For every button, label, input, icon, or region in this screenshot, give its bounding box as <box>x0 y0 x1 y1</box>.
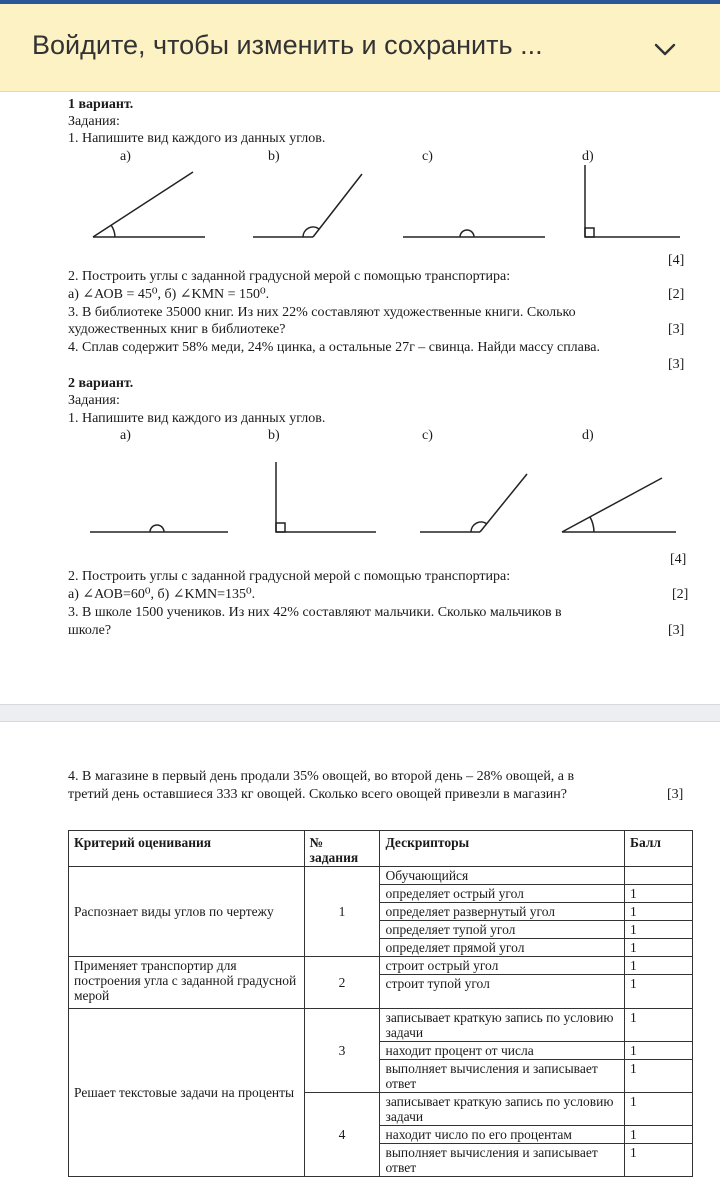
angle-label-d: d) <box>582 428 594 443</box>
variant2-q3-line2: школе? <box>68 623 112 638</box>
variant1-angle-figures <box>0 162 720 242</box>
descriptor-cell: определяет прямой угол <box>380 939 625 957</box>
table-header-row <box>69 831 693 867</box>
document-page-2 <box>0 722 720 1199</box>
variant1-q1-score: [4] <box>668 253 685 268</box>
variant2-q4-score: [3] <box>667 787 684 802</box>
variant1-q1: 1. Напишите вид каждого из данных углов. <box>68 131 326 146</box>
right-angle-figure <box>585 165 680 237</box>
variant2-q2-score: [2] <box>672 587 689 602</box>
variant1-title: 1 вариант. <box>68 97 134 112</box>
variant1-q4: 4. Сплав содержит 58% меди, 24% цинка, а остальные 27г – свинца. Найди массу сплава. <box>68 340 601 355</box>
header-criterion: Критерий оценивания <box>69 831 305 867</box>
variant1-q2-score: [2] <box>668 287 685 302</box>
descriptor-cell: определяет острый угол <box>380 885 625 903</box>
header-descriptors: Дескрипторы <box>380 831 625 867</box>
points-cell: 1 <box>625 975 693 1009</box>
variant1-q2: 2. Построить углы с заданной градусной мерой с помощью транспортира: <box>68 269 511 284</box>
variant2-q3-line1: 3. В школе 1500 учеников. Из них 42% составляют мальчики. Сколько мальчиков в <box>68 605 562 620</box>
angle-label-a: a) <box>120 428 131 443</box>
points-cell: 1 <box>625 1042 693 1060</box>
variant2-q4-line1: 4. В магазине в первый день продали 35% овощей, во второй день – 28% овощей, а в <box>68 769 575 784</box>
points-cell: 1 <box>625 1009 693 1042</box>
points-cell: 1 <box>625 939 693 957</box>
header-task-number: № задания <box>304 831 380 867</box>
header-points: Балл <box>625 831 693 867</box>
points-cell: 1 <box>625 1144 693 1177</box>
criterion-cell: Применяет транспортир для построения угла с заданной градусной мерой <box>69 957 305 1009</box>
acute-angle-figure <box>93 172 205 237</box>
student-label-cell: Обучающийся <box>380 867 625 885</box>
angle-label-c: c) <box>422 149 433 164</box>
criterion-cell: Решает текстовые задачи на проценты <box>69 1009 305 1177</box>
variant2-q1-score: [4] <box>670 552 687 567</box>
descriptor-cell: строит тупой угол <box>380 975 625 1009</box>
angle-label-b: b) <box>268 428 280 443</box>
criterion-cell: Распознает виды углов по чертежу <box>69 867 305 957</box>
descriptor-cell: выполняет вычисления и записывает ответ <box>380 1060 625 1093</box>
descriptor-cell: определяет развернутый угол <box>380 903 625 921</box>
points-cell: 1 <box>625 903 693 921</box>
variant1-q4-score: [3] <box>668 357 685 372</box>
angle-label-d: d) <box>582 149 594 164</box>
task-number-cell: 1 <box>304 867 380 957</box>
document-page-1 <box>0 92 720 704</box>
descriptor-cell: записывает краткую запись по условию задачи <box>380 1009 625 1042</box>
variant2-q2-sub: а) ∠АОВ=60⁰, б) ∠KMN=135⁰. <box>68 587 256 602</box>
descriptor-cell: находит число по его процентам <box>380 1126 625 1144</box>
angle-label-c: c) <box>422 428 433 443</box>
variant2-q3-score: [3] <box>668 623 685 638</box>
variant2-q1: 1. Напишите вид каждого из данных углов. <box>68 411 326 426</box>
assessment-criteria-table <box>68 830 693 1177</box>
variant1-q3-line2: художественных книг в библиотеке? <box>68 322 286 337</box>
table-row <box>69 867 693 885</box>
points-cell: 1 <box>625 921 693 939</box>
acute-angle-figure <box>562 478 676 532</box>
sign-in-banner[interactable] <box>0 4 720 92</box>
chevron-down-icon[interactable] <box>650 34 680 64</box>
variant1-tasks-label: Задания: <box>68 114 120 129</box>
task-number-cell: 4 <box>304 1093 380 1177</box>
right-angle-figure <box>276 462 376 532</box>
obtuse-angle-figure <box>420 474 527 532</box>
page-separator <box>0 704 720 722</box>
variant2-angle-figures <box>0 450 720 536</box>
angle-label-a: a) <box>120 149 131 164</box>
variant2-tasks-label: Задания: <box>68 393 120 408</box>
task-number-cell: 3 <box>304 1009 380 1093</box>
variant1-q3-score: [3] <box>668 322 685 337</box>
points-cell: 1 <box>625 1126 693 1144</box>
variant1-q2-sub: а) ∠АОВ = 45⁰, б) ∠KMN = 150⁰. <box>68 287 270 302</box>
descriptor-cell: определяет тупой угол <box>380 921 625 939</box>
points-cell: 1 <box>625 957 693 975</box>
variant1-q3-line1: 3. В библиотеке 35000 книг. Из них 22% составляют художественные книги. Сколько <box>68 305 576 320</box>
points-cell: 1 <box>625 1060 693 1093</box>
angle-label-b: b) <box>268 149 280 164</box>
variant2-q4-line2: третий день оставшиеся 333 кг овощей. Сколько всего овощей привезли в магазин? <box>68 787 567 802</box>
task-number-cell: 2 <box>304 957 380 1009</box>
descriptor-cell: находит процент от числа <box>380 1042 625 1060</box>
points-cell: 1 <box>625 1093 693 1126</box>
points-cell: 1 <box>625 885 693 903</box>
obtuse-angle-figure <box>253 174 362 237</box>
variant2-q2: 2. Построить углы с заданной градусной мерой с помощью транспортира: <box>68 569 511 584</box>
variant2-title: 2 вариант. <box>68 376 134 391</box>
table-row <box>69 1009 693 1042</box>
straight-angle-figure <box>90 525 228 532</box>
banner-text[interactable]: Войдите, чтобы изменить и сохранить ... <box>32 30 543 60</box>
descriptor-cell: выполняет вычисления и записывает ответ <box>380 1144 625 1177</box>
table-row <box>69 957 693 975</box>
descriptor-cell: записывает краткую запись по условию задачи <box>380 1093 625 1126</box>
descriptor-cell: строит острый угол <box>380 957 625 975</box>
points-cell <box>625 867 693 885</box>
straight-angle-figure <box>403 230 545 237</box>
